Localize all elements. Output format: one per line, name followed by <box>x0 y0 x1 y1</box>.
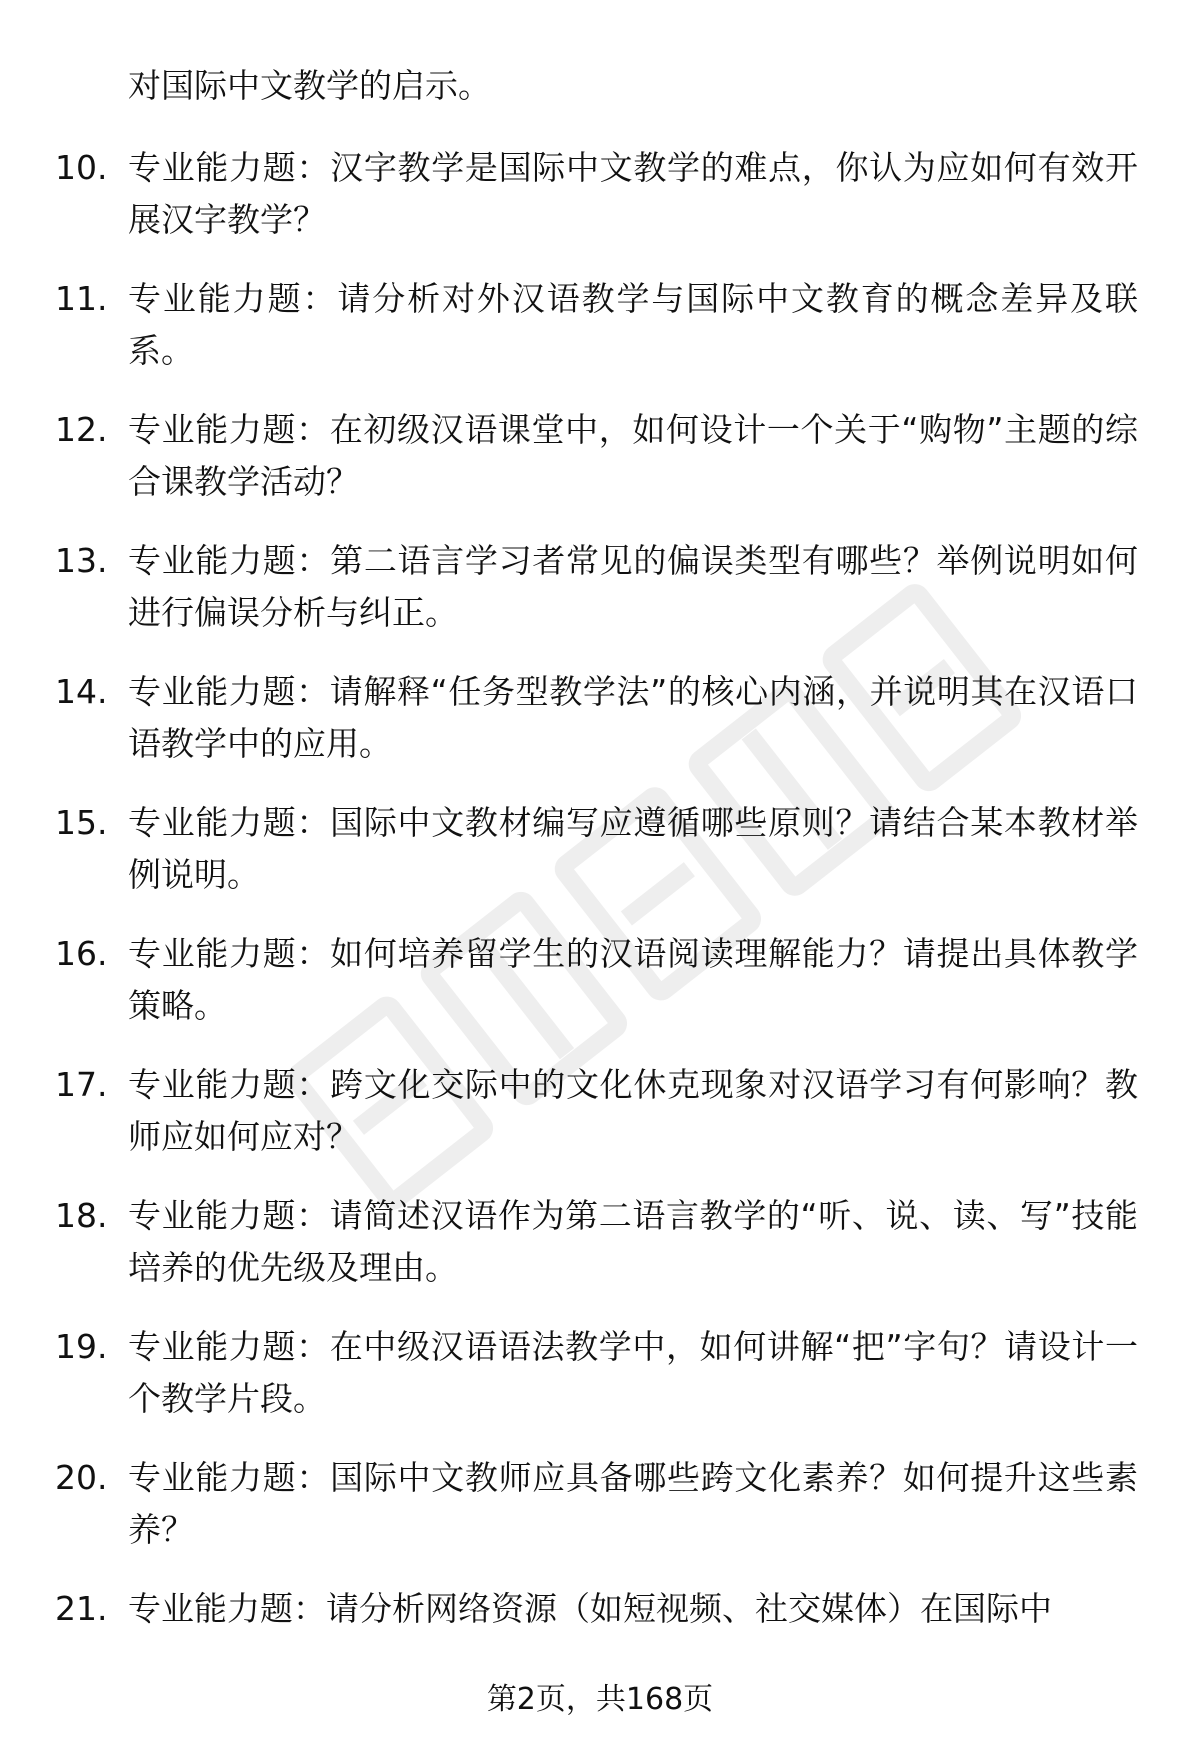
question-text: 专业能力题：如何培养留学生的汉语阅读理解能力？请提出具体教学策略。 <box>128 934 1138 1025</box>
question-number: 12. <box>55 410 108 449</box>
list-item <box>0 404 1200 535</box>
list-item <box>0 666 1200 797</box>
question-number: 14. <box>55 672 108 711</box>
list-item <box>0 1452 1200 1583</box>
question-text: 专业能力题：在中级汉语语法教学中，如何讲解“把”字句？请设计一个教学片段。 <box>128 1327 1138 1418</box>
list-item <box>0 1321 1200 1452</box>
question-number: 19. <box>55 1327 108 1366</box>
list-item <box>0 797 1200 928</box>
question-number: 15. <box>55 803 108 842</box>
list-item <box>0 928 1200 1059</box>
question-number: 11. <box>55 279 108 318</box>
continuation-text: 对国际中文教学的启示。 <box>128 66 491 105</box>
question-text: 专业能力题：国际中文教师应具备哪些跨文化素养？如何提升这些素养？ <box>128 1458 1138 1549</box>
question-text: 专业能力题：请简述汉语作为第二语言教学的“听、说、读、写”技能培养的优先级及理由。 <box>128 1196 1138 1287</box>
question-number: 18. <box>55 1196 108 1235</box>
list-item <box>0 1059 1200 1190</box>
question-text: 专业能力题：请解释“任务型教学法”的核心内涵，并说明其在汉语口语教学中的应用。 <box>128 672 1138 763</box>
question-text: 专业能力题：国际中文教材编写应遵循哪些原则？请结合某本教材举例说明。 <box>128 803 1138 894</box>
question-text: 专业能力题：跨文化交际中的文化休克现象对汉语学习有何影响？教师应如何应对？ <box>128 1065 1138 1156</box>
question-number: 17. <box>55 1065 108 1104</box>
question-number: 10. <box>55 148 108 187</box>
question-text: 专业能力题：汉字教学是国际中文教学的难点，你认为应如何有效开展汉字教学？ <box>128 148 1138 239</box>
list-item <box>0 142 1200 273</box>
question-number: 21. <box>55 1589 108 1628</box>
question-text: 专业能力题：请分析网络资源（如短视频、社交媒体）在国际中 <box>128 1589 1052 1628</box>
list-item <box>0 535 1200 666</box>
question-number: 16. <box>55 934 108 973</box>
question-number: 20. <box>55 1458 108 1497</box>
list-item <box>0 1190 1200 1321</box>
question-list <box>0 142 1200 1714</box>
list-item <box>0 273 1200 404</box>
question-number: 13. <box>55 541 108 580</box>
page-footer: 第2页，共168页 <box>486 1682 714 1717</box>
question-text: 专业能力题：第二语言学习者常见的偏误类型有哪些？举例说明如何进行偏误分析与纠正。 <box>128 541 1138 632</box>
question-text: 专业能力题：请分析对外汉语教学与国际中文教育的概念差异及联系。 <box>128 279 1138 370</box>
question-text: 专业能力题：在初级汉语课堂中，如何设计一个关于“购物”主题的综合课教学活动？ <box>128 410 1138 501</box>
